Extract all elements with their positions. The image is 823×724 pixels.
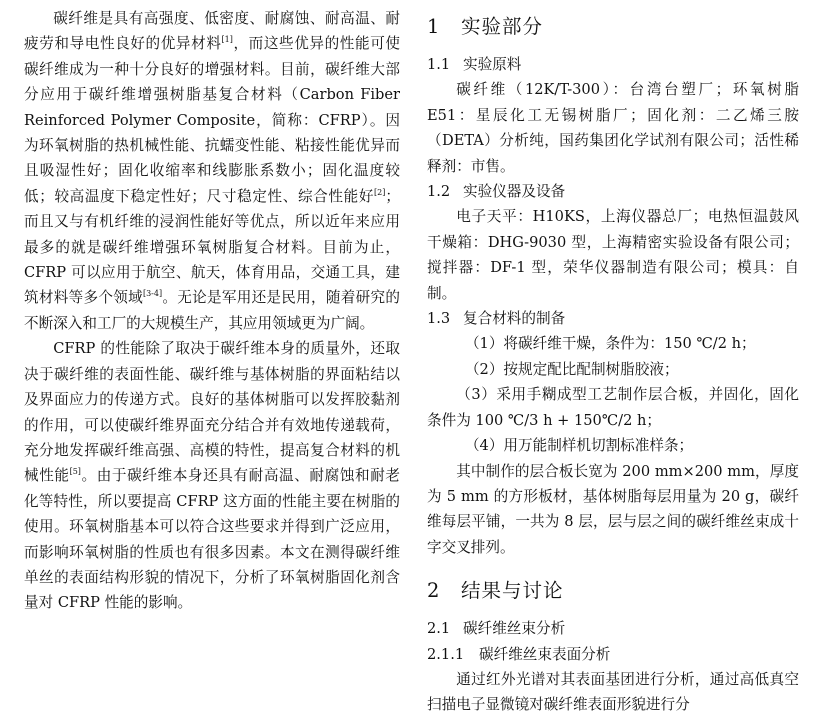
subsection-title: 实验原料 <box>463 56 522 73</box>
section-number: 2 <box>427 579 441 603</box>
procedure-step: （2）按规定配比配制树脂胶液； <box>464 360 679 378</box>
section-heading <box>427 12 799 42</box>
subsection-number: 1.1 <box>427 56 451 73</box>
intro-paragraph-2 <box>24 336 400 615</box>
subsection-title: 碳纤维丝束分析 <box>463 620 566 638</box>
intro-text: 碳纤维是具有高强度、低密度、耐腐蚀、耐高温、耐疲劳和导电性良好的优异材料 <box>24 10 400 53</box>
procedure-step: （3）采用手糊成型工艺制作层合板，并固化，固化条件为 100 ℃/3 h + 150℃/2 h； <box>427 386 799 429</box>
subsubsection-heading <box>427 642 799 667</box>
citation-ref: [3-4] <box>142 289 163 299</box>
subsection-title: 复合材料的制备 <box>463 310 566 328</box>
analysis-paragraph: 通过红外光谱对其表面基团进行分析，通过高低真空扫描电子显微镜对碳纤维表面形貌进行分 <box>427 670 799 714</box>
subsection-heading <box>427 306 799 331</box>
section-title: 实验部分 <box>461 15 544 38</box>
intro-paragraph-1 <box>24 6 400 336</box>
intro-text: ；而且又与有机纤维的浸润性能好等优点，所以近年来应用最多的就是碳纤维增强环氧树脂复合材料。目前为止，CFRP 可以应用于航空、航天，体育用品，交通工具，建筑材料等多个领域 <box>24 187 400 307</box>
intro-text: CFRP 的性能除了取决于碳纤维本身的质量外，还取决于碳纤维的表面性能、碳纤维与基体树脂的界面粘结以及界面应力的传递方式。良好的基体树脂可以发挥胶黏剂的作用，可以使碳纤维界面充分结合并有效地传递载荷，充分地发挥碳纤维高强、高模的特性，提高复合材料的机械性能 <box>24 340 400 485</box>
materials-paragraph: 碳纤维（12K/T-300）：台湾台塑厂；环氧树脂 E51：星辰化工无锡树脂厂；固化剂：二乙烯三胺（DETA）分析纯，国药集团化学试剂有限公司；活性稀释剂：市售。 <box>427 81 799 175</box>
section-number: 1 <box>427 15 441 38</box>
right-column <box>427 6 799 718</box>
citation-ref: [5] <box>69 467 81 477</box>
subsubsection-title: 碳纤维丝束表面分析 <box>479 645 611 663</box>
subsection-number: 2.1 <box>427 620 451 638</box>
section-heading <box>427 576 799 606</box>
intro-text: 。无论是军用还是民用，随着研究的不断深入和工厂的大规模生产，其应用领域更为广阔。 <box>24 289 400 332</box>
subsection-number: 1.3 <box>427 310 451 328</box>
citation-ref: [1] <box>221 35 233 45</box>
subsection-heading <box>427 179 799 204</box>
subsubsection-number: 2.1.1 <box>427 645 465 663</box>
citation-ref: [2] <box>374 187 386 197</box>
subsection-heading <box>427 616 799 641</box>
equipment-paragraph: 电子天平：H10KS，上海仪器总厂；电热恒温鼓风干燥箱：DHG-9030 型，上海精密实验设备有限公司；搅拌器：DF-1 型，荣华仪器制造有限公司；模具：自制。 <box>427 208 799 302</box>
subsection-heading <box>427 52 799 77</box>
intro-text: 。由于碳纤维本身还具有耐高温、耐腐蚀和耐老化等特性，所以要提高 CFRP 这方面的性能主要在树脂的使用。环氧树脂基本可以符合这些要求并得到广泛应用，而影响环氧树脂的性质也有很多因素。本文在测得碳纤维单丝的表面结构形貌的情况下，分析了环氧树脂固化剂含量对 CFRP 性能的影响。 <box>24 467 400 612</box>
preparation-paragraph: 其中制作的层合板长宽为 200 mm×200 mm，厚度为 5 mm 的方形板材，基体树脂每层用量为 20 g，碳纤维每层平铺，一共为 8 层，层与层之间的碳纤维丝束成十字交叉排列。 <box>427 462 799 556</box>
subsection-title: 实验仪器及设备 <box>463 183 566 201</box>
intro-text: ，而这些优异的性能可使碳纤维成为一种十分良好的增强材料。目前，碳纤维大部分应用于碳纤维增强树脂基复合材料（Carbon Fiber Reinforced Polymer Composite，简称：CFRP）。因为环氧树脂的热机械性能、抗蠕变性能、粘接性能优异而且吸湿性好；固化收缩率和线膨胀系数小；固化温度较低；较高温度下稳定性好；尺寸稳定性、综合性能好 <box>24 35 400 205</box>
procedure-step: （1）将碳纤维干燥，条件为：150 ℃/2 h； <box>464 335 756 353</box>
procedure-step: （4）用万能制样机切割标准样条； <box>464 437 694 455</box>
left-column <box>24 6 400 616</box>
subsection-number: 1.2 <box>427 183 451 201</box>
section-title: 结果与讨论 <box>461 579 564 603</box>
